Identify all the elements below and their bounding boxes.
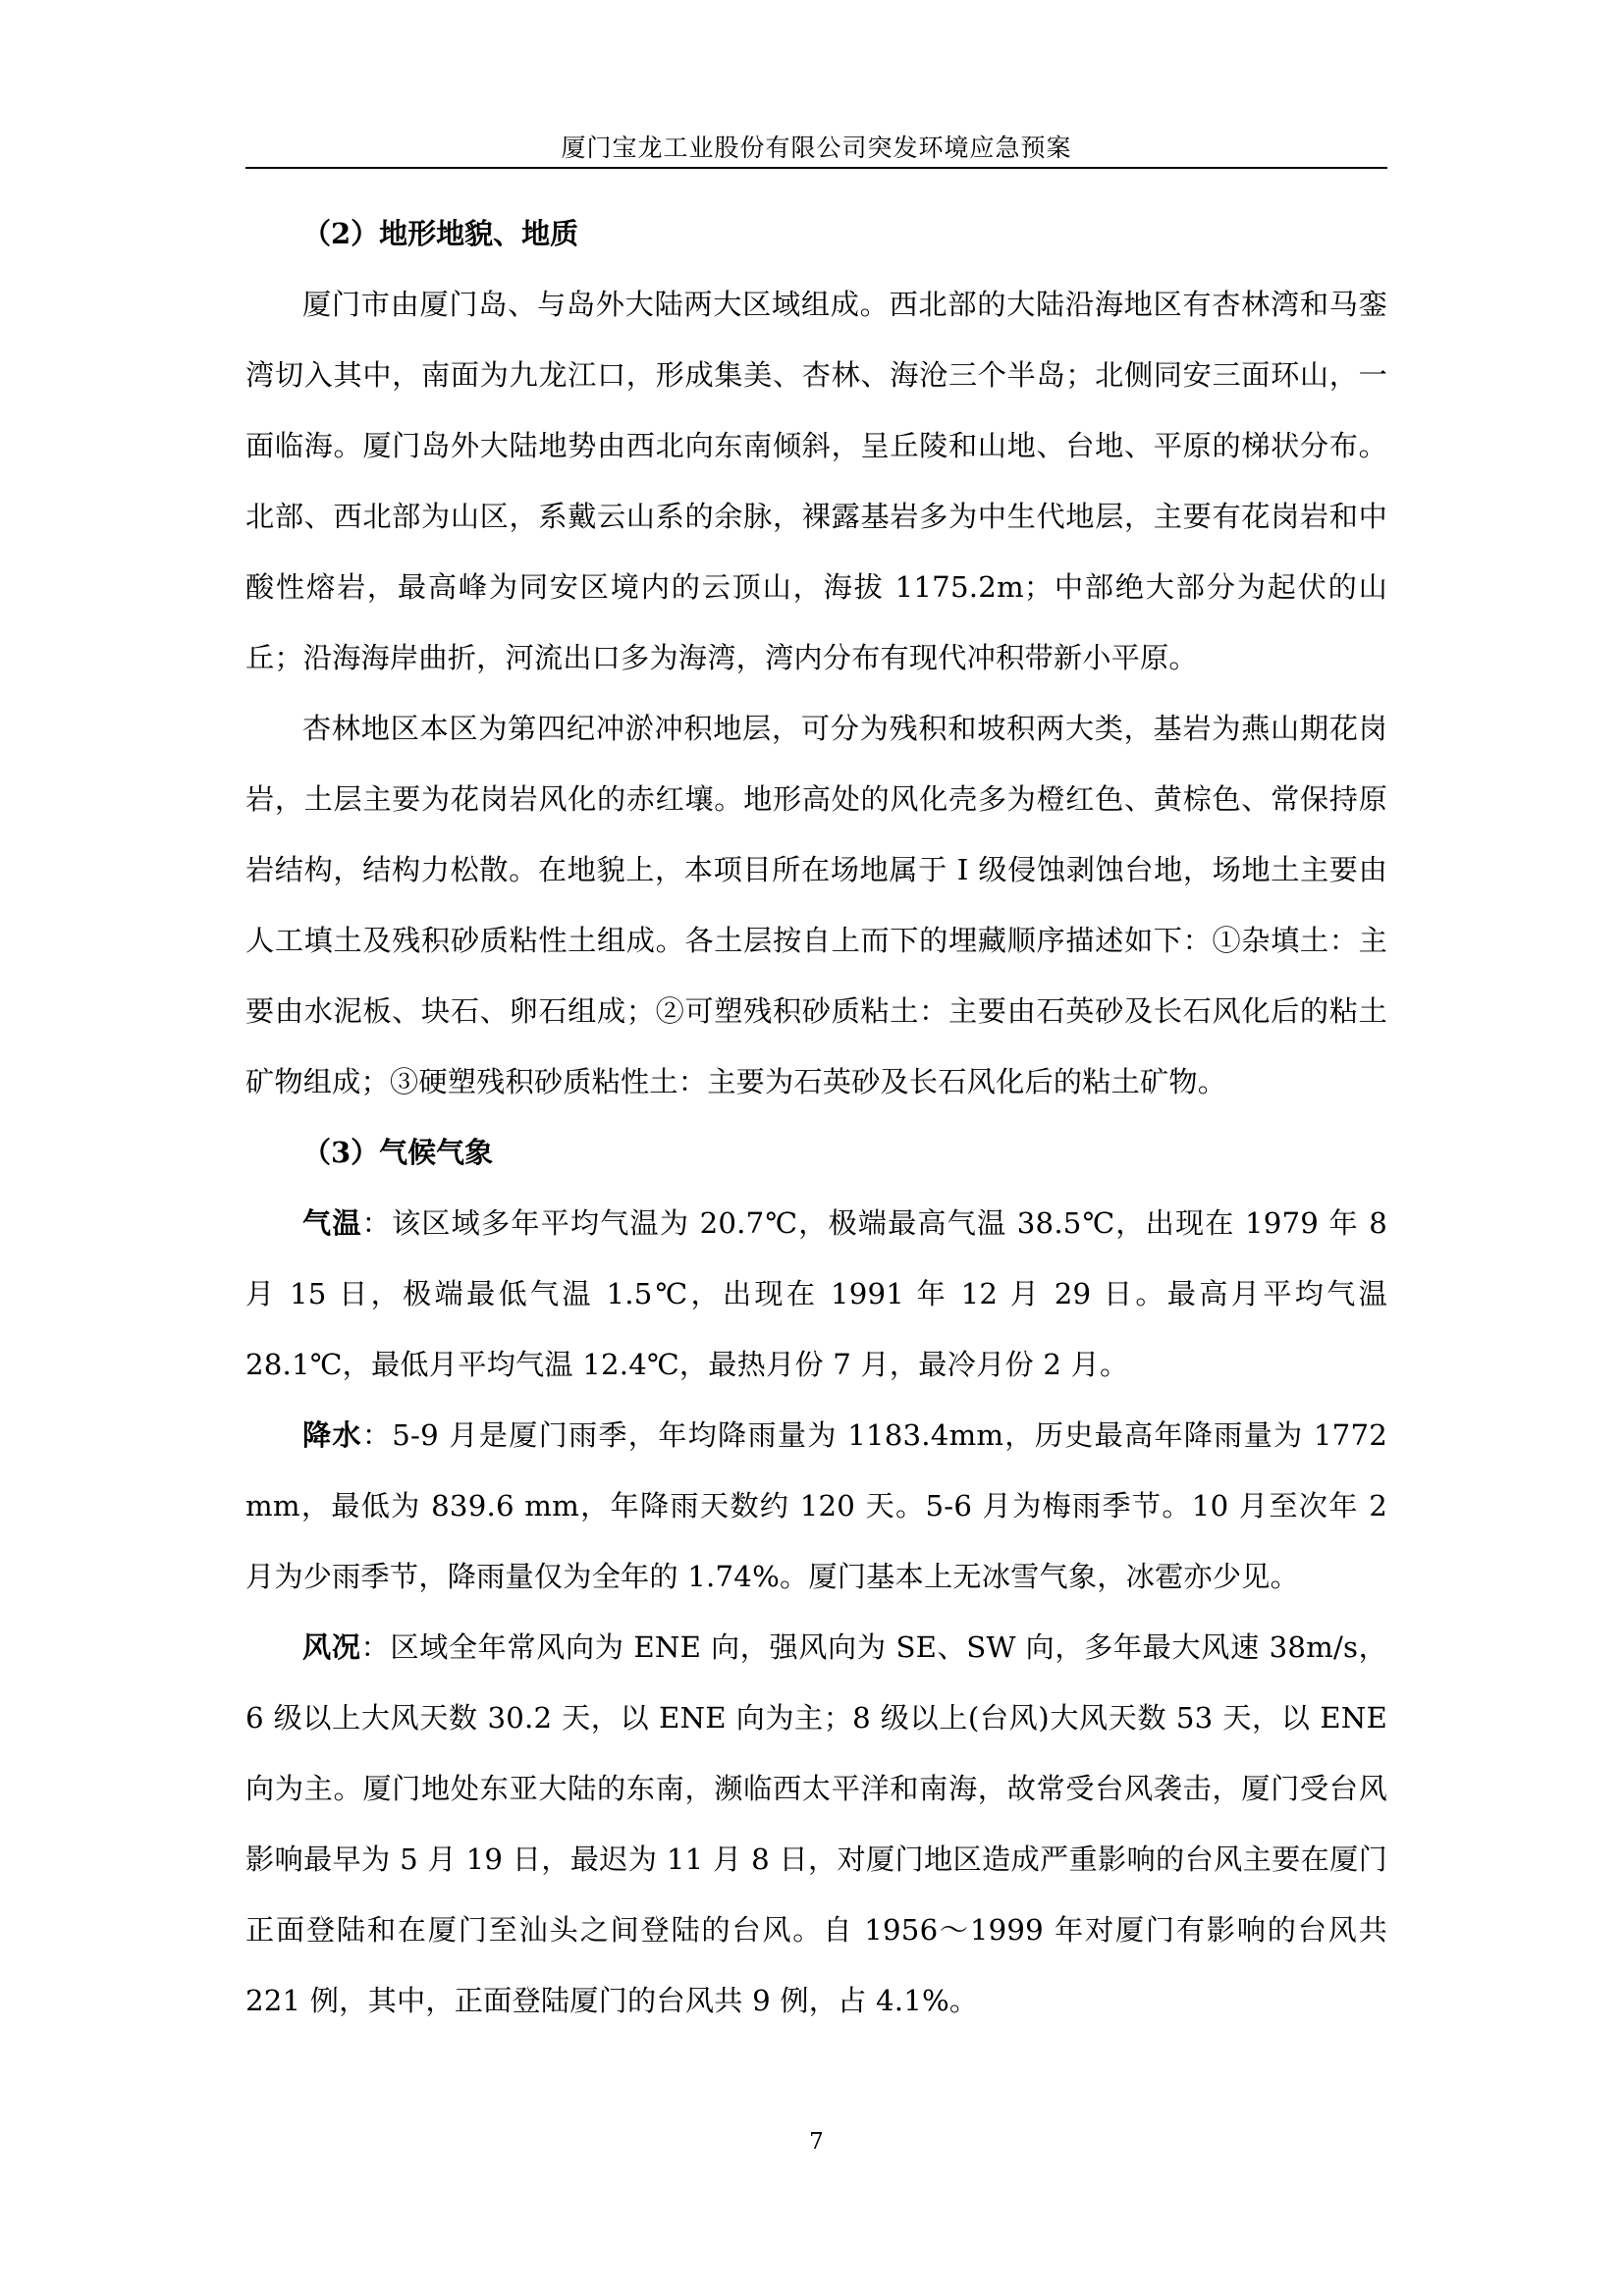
precipitation-text: ：5-9 月是厦门雨季，年均降雨量为 1183.4mm，历史最高年降雨量为 1772 mm，最低为 839.6 mm，年降雨天数约 120 天。5-6 月为梅雨季节。10 月至次年 2 月为少雨季节，降雨量仅为全年的 1.74%。厦门基本上无冰雪气象，冰雹亦少见。: [245, 1418, 1387, 1593]
page-number: 7: [809, 2129, 824, 2155]
header-divider: [245, 167, 1387, 169]
wind-text: ：区域全年常风向为 ENE 向，强风向为 SE、SW 向，多年最大风速 38m/s，6 级以上大风天数 30.2 天，以 ENE 向为主；8 级以上(台风)大风天数 53 天，以 ENE 向为主。厦门地处东亚大陆的东南，濒临西太平洋和南海，故常受台风袭击，厦门受台风影响最早为 5 月 19 日，最迟为 11 月 8 日，对厦门地区造成严重影响的台风主要在厦门正面登陆和在厦门至汕头之间登陆的台风。自 1956～1999 年对厦门有影响的台风共 221 例，其中，正面登陆厦门的台风共 9 例，占 4.1%。: [245, 1630, 1387, 2017]
wind-label: 风况: [302, 1630, 361, 1664]
paragraph-temperature: [245, 1188, 1387, 1400]
paragraph-terrain-overview: 厦门市由厦门岛、与岛外大陆两大区域组成。西北部的大陆沿海地区有杏林湾和马銮湾切入其中，南面为九龙江口，形成集美、杏林、海沧三个半岛；北侧同安三面环山，一面临海。厦门岛外大陆地势由西北向东南倾斜，呈丘陵和山地、台地、平原的梯状分布。北部、西北部为山区，系戴云山系的余脉，裸露基岩多为中生代地层，主要有花岗岩和中酸性熔岩，最高峰为同安区境内的云顶山，海拔 1175.2m；中部绝大部分为起伏的山丘；沿海海岸曲折，河流出口多为海湾，湾内分布有现代冲积带新小平原。: [245, 288, 1387, 674]
precipitation-label: 降水: [302, 1418, 362, 1452]
document-body: [245, 198, 1387, 2036]
document-header-title: 厦门宝龙工业股份有限公司突发环境应急预案: [561, 133, 1072, 162]
paragraph-wind: [245, 1612, 1387, 2036]
section-heading-terrain: （2）地形地貌、地质: [302, 217, 579, 250]
temperature-label: 气温: [302, 1206, 362, 1240]
paragraph-precipitation: [245, 1400, 1387, 1612]
paragraph-geology-xinglin: 杏林地区本区为第四纪冲淤冲积地层，可分为残积和坡积两大类，基岩为燕山期花岗岩，土层主要为花岗岩风化的赤红壤。地形高处的风化壳多为橙红色、黄棕色、常保持原岩结构，结构力松散。在地貌上，本项目所在场地属于 I 级侵蚀剥蚀台地，场地土主要由人工填土及残积砂质粘性土组成。各土层按自上而下的埋藏顺序描述如下：①杂填土：主要由水泥板、块石、卵石组成；②可塑残积砂质粘土：主要由石英砂及长石风化后的粘土矿物组成；③硬塑残积砂质粘性土：主要为石英砂及长石风化后的粘土矿物。: [245, 712, 1387, 1098]
temperature-text: ：该区域多年平均气温为 20.7℃，极端最高气温 38.5℃，出现在 1979 年 8 月 15 日，极端最低气温 1.5℃，出现在 1991 年 12 月 29 日。最高月平均气温 28.1℃，最低月平均气温 12.4℃，最热月份 7 月，最冷月份 2 月。: [245, 1206, 1387, 1381]
section-heading-climate: （3）气候气象: [302, 1136, 494, 1169]
